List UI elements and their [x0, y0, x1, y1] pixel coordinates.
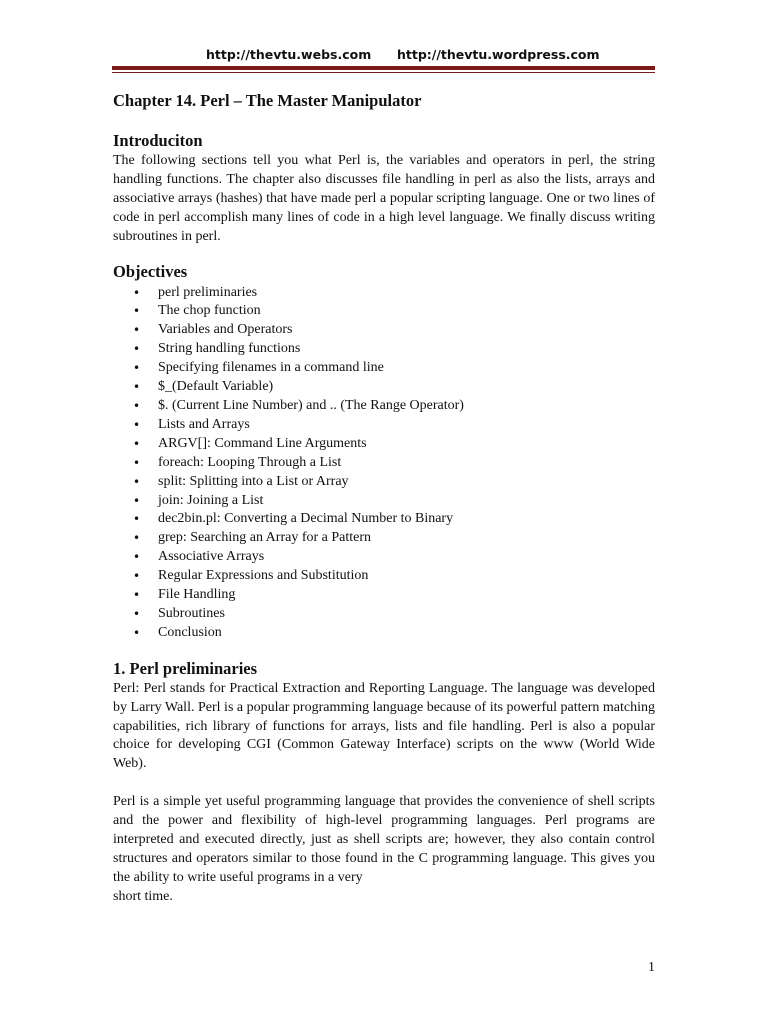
objective-item-label: dec2bin.pl: Converting a Decimal Number to Binary [158, 511, 454, 527]
objective-item-label: ARGV[]: Command Line Arguments [158, 435, 367, 451]
objective-item-label: Regular Expressions and Substitution [158, 568, 369, 584]
page-number: 1 [648, 960, 655, 975]
bullet-icon: • [133, 588, 141, 603]
objective-item [113, 473, 655, 492]
page-content [113, 90, 655, 907]
bullet-icon: • [133, 342, 141, 357]
bullet-icon: • [133, 304, 141, 319]
objective-item [113, 605, 655, 624]
objective-item [113, 624, 655, 643]
bullet-icon: • [133, 436, 141, 451]
header-link-webs[interactable]: http://thevtu.webs.com [206, 47, 372, 62]
header-rule-thin [112, 72, 655, 73]
bullet-icon: • [133, 455, 141, 470]
paragraph-spacer [113, 774, 655, 793]
objective-item [113, 510, 655, 529]
chapter-title: Chapter 14. Perl – The Master Manipulator [113, 91, 422, 110]
objective-item [113, 416, 655, 435]
objective-item-label: Variables and Operators [158, 322, 293, 338]
objective-item-label: Associative Arrays [158, 549, 265, 565]
objective-item [113, 302, 655, 321]
objective-item-label: split: Splitting into a List or Array [158, 473, 349, 489]
bullet-icon: • [133, 606, 141, 621]
bullet-icon: • [133, 625, 141, 640]
bullet-icon: • [133, 361, 141, 376]
objective-item [113, 359, 655, 378]
bullet-icon: • [133, 398, 141, 413]
objective-item-label: Subroutines [158, 605, 225, 621]
bullet-icon: • [133, 380, 141, 395]
objective-item-label: foreach: Looping Through a List [158, 454, 342, 470]
objective-item [113, 586, 655, 605]
objective-item-label: $_(Default Variable) [158, 379, 274, 395]
objective-item [113, 340, 655, 359]
bullet-icon: • [133, 512, 141, 527]
preliminaries-paragraph-2: Perl is a simple yet useful programming language that provides the convenience of shell scripts and the power and flexibility of high-level programming languages. Perl programs are interpreted and executed directly, just as shell scripts are; however, they also contain control structures and operators similar to those found in the C programming language. This gives you the ability to write useful programs in a very [113, 794, 655, 885]
objective-item-label: Lists and Arrays [158, 416, 250, 432]
objective-item-label: perl preliminaries [158, 284, 258, 300]
bullet-icon: • [133, 323, 141, 338]
bullet-icon: • [133, 531, 141, 546]
objective-item-label: Specifying filenames in a command line [158, 360, 384, 376]
intro-heading: Introduciton [113, 131, 203, 150]
objective-item-label: join: Joining a List [158, 492, 264, 508]
objectives-list [113, 284, 655, 643]
objective-item [113, 548, 655, 567]
objective-item [113, 435, 655, 454]
objective-item-label: Conclusion [158, 624, 222, 640]
bullet-icon: • [133, 550, 141, 565]
objective-item-label: grep: Searching an Array for a Pattern [158, 530, 372, 546]
intro-paragraph: The following sections tell you what Perl is, the variables and operators in perl, the string handling functions. The chapter also discusses file handling in perl as also the lists, arrays and associative arrays (hashes) that have made perl a popular scripting language. One or two lines of code in perl accomplish many lines of code in a high level language. We finally discuss writing subroutines in perl. [113, 153, 655, 244]
objective-item [113, 567, 655, 586]
header-rule-thick [112, 66, 655, 70]
objective-item-label: File Handling [158, 587, 236, 603]
objective-item [113, 284, 655, 303]
bullet-icon: • [133, 474, 141, 489]
preliminaries-paragraph-1: Perl: Perl stands for Practical Extraction and Reporting Language. The language was developed by Larry Wall. Perl is a popular programming language because of its powerful pattern matching capabilities, rich library of functions for arrays, lists and file handling. Perl is also a popular choice for developing CGI (Common Gateway Interface) scripts on the www (World Wide Web). [113, 680, 655, 772]
bullet-icon: • [133, 569, 141, 584]
preliminaries-heading: 1. Perl preliminaries [113, 658, 258, 678]
preliminaries-paragraph-2-tail: short time. [113, 888, 173, 904]
objective-item-label: $. (Current Line Number) and .. (The Range Operator) [158, 397, 464, 413]
objective-item [113, 397, 655, 416]
bullet-icon: • [133, 417, 141, 432]
objective-item [113, 492, 655, 511]
objective-item-label: The chop function [158, 303, 261, 319]
objective-item-label: String handling functions [158, 341, 301, 357]
objective-item [113, 321, 655, 340]
page-header [0, 47, 768, 65]
objective-item [113, 454, 655, 473]
objective-item [113, 378, 655, 397]
header-link-wordpress[interactable]: http://thevtu.wordpress.com [397, 47, 600, 62]
bullet-icon: • [133, 285, 141, 300]
bullet-icon: • [133, 493, 141, 508]
objective-item [113, 529, 655, 548]
objectives-heading: Objectives [113, 261, 188, 281]
